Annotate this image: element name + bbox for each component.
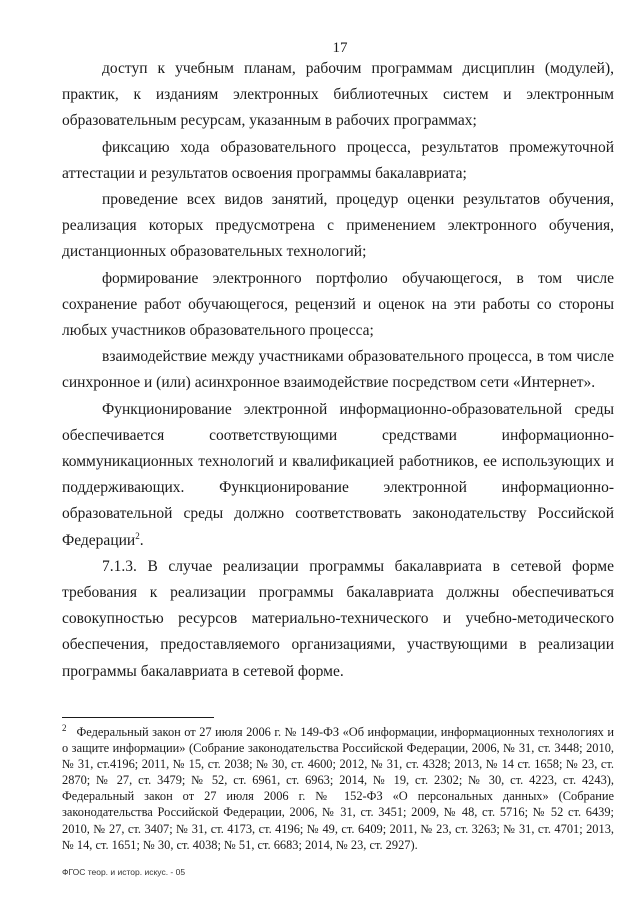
paragraph-environment-functioning (62, 397, 614, 554)
document-body (62, 56, 614, 685)
footnote (62, 724, 614, 853)
footnote-reference[interactable]: 2 (135, 530, 140, 541)
paragraph-environment-text: Функционирование электронной информационно-образовательной среды обеспечивается соответствующими средствами информационно-коммуникационных технологий и квалификацией работников, ее использующих и поддерживающих. Функционирование электронной информационно-образовательной среды должно соответствовать законодательству Российской Федерации (62, 400, 614, 549)
footnote-mark: 2 (62, 722, 67, 733)
footnote-divider (62, 717, 214, 718)
paragraph-network-form: 7.1.3. В случае реализации программы бакалавриата в сетевой форме требования к реализации программы бакалавриата должны обеспечиваться совокупностью ресурсов материально-технического и учебно-методического обеспечения, предоставляемого организациями, участвующими в реализации программы бакалавриата в сетевой форме. (62, 557, 614, 680)
paragraph-interaction: взаимодействие между участниками образовательного процесса, в том числе синхронное и (или) асинхронное взаимодействие посредством сети «Интернет». (62, 348, 614, 392)
paragraph-access-plans: доступ к учебным планам, рабочим программам дисциплин (модулей), практик, к изданиям электронных библиотечных систем и электронным образовательным ресурсам, указанным в рабочих программах; (62, 60, 614, 130)
paragraph-environment-tail: . (139, 531, 144, 549)
page-number: 17 (332, 40, 348, 56)
page-footer: ФГОС теор. и истор. искус. - 05 (62, 867, 186, 877)
footnote-text: Федеральный закон от 27 июля 2006 г. № 149-ФЗ «Об информации, информационных технологиях и о защите информации» (Собрание законодательства Российской Федерации, 2006, № 31, ст. 3448; 2010, № 31, ст.4196; 2011, № 15, ст. 2038; № 30, ст. 4600; 2012, № 31, ст. 4328; 2013, № 14 ст. 1658; № 23, ст. 2870; № 27, ст. 3479; № 52, ст. 6961, ст. 6963; 2014, № 19, ст. 2302; № 30, ст. 4223, ст. 4243), Федеральный закон от 27 июля 2006 г. № 152-ФЗ «О персональных данных» (Собрание законодательства Российской Федерации, 2006, № 31, ст. 3451; 2009, № 48, ст. 5716; № 52 ст. 6439; 2010, № 27, ст. 3407; № 31, ст. 4173, ст. 4196; № 49, ст. 6409; 2011, № 23, ст. 3263; № 31, ст. 4701; 2013, № 14, ст. 1651; № 30, ст. 4038; № 51, ст. 6683; 2014, № 23, ст. 2927). (62, 725, 614, 852)
paragraph-portfolio: формирование электронного портфолио обучающегося, в том числе сохранение работ обучающегося, рецензий и оценок на эти работы со стороны любых участников образовательного процесса; (62, 269, 614, 340)
paragraph-process-recording: фиксацию хода образовательного процесса, результатов промежуточной аттестации и результатов освоения программы бакалавриата; (62, 138, 614, 182)
paragraph-conducting-classes: проведение всех видов занятий, процедур оценки результатов обучения, реализация которых предусмотрена с применением электронного обучения, дистанционных образовательных технологий; (62, 191, 614, 261)
